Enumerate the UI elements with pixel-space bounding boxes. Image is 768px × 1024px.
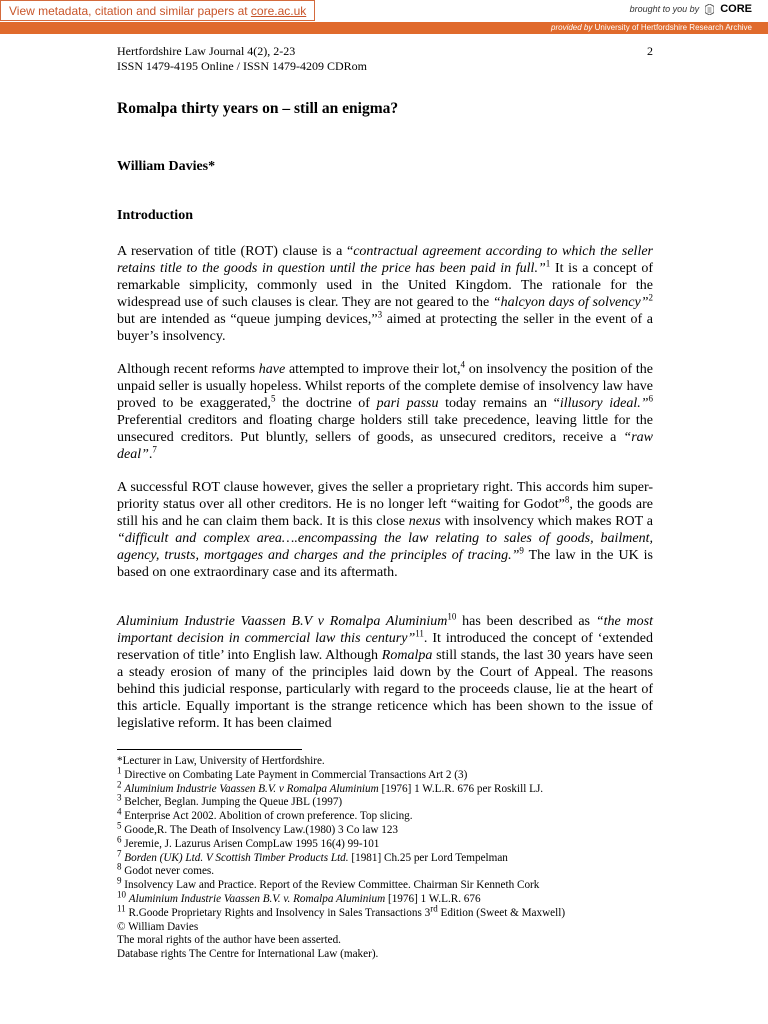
footnote-number: 9	[117, 875, 122, 886]
brought-to-you-label: brought to you by	[629, 4, 700, 14]
footnote-text: Jeremie, J. Lazurus Arisen CompLaw 1995 16(4) 99-101	[124, 837, 380, 850]
emphasis: “the most important decision in commercial law this century”	[117, 614, 653, 646]
footnote-text: R.Goode Proprietary Rights and Insolvency in Sales Transactions 3rd Edition (Sweet & Maxwell)	[128, 903, 566, 919]
footnote-number: 11	[117, 903, 126, 914]
text-run: A reservation of title (ROT) clause is a “	[117, 244, 354, 259]
footnote-text: [1976] 1 W.L.R. 676 per Roskill LJ.	[378, 782, 544, 795]
footnote-item	[117, 765, 677, 783]
provided-by-label: provided by	[551, 23, 593, 32]
footnote-ref: 3	[377, 309, 383, 320]
text-run: on insolvency the position of the unpaid seller is usually hopeless. Whilst reports of the complete demise of insolvency law have proved to be exaggerated,	[117, 362, 653, 411]
footnote-author: *Lecturer in Law, University of Hertfordshire.	[117, 755, 325, 767]
provided-by-text[interactable]	[551, 22, 752, 34]
provided-by-org: University of Hertfordshire Research Archive	[594, 23, 752, 32]
brought-to-you-by[interactable]	[630, 3, 752, 15]
footnote-item	[117, 806, 677, 824]
footnote-ref: 6	[648, 393, 653, 404]
text-run: but are intended as “queue jumping devices,”	[117, 312, 378, 327]
text-run: It is a concept of remarkable simplicity, commonly used in the United Kingdom. The rationale for the widespread use of such clauses is clear. They are not geared to the	[117, 261, 654, 310]
article-author: William Davies*	[117, 159, 216, 174]
text-run: the doctrine of	[275, 396, 377, 411]
emphasis: have	[258, 362, 286, 377]
footnote-item	[117, 875, 677, 893]
footnotes	[117, 755, 677, 962]
footnote-ref: 8	[564, 494, 570, 505]
footnote-ref: 9	[519, 545, 524, 556]
body-paragraph-2	[117, 361, 653, 463]
issn-line: ISSN 1479-4195 Online / ISSN 1479-4209 CDRom	[117, 59, 368, 73]
text-run: still stands, the last 30 years have seen a steady erosion of many of the principles laid down by the Court of Appeal. The reasons behind this judicial response, particularly with regard to the proceeds clause, lie at the heart of this article. Equally important is the strange reticence which has been shown to the issue of legislative reform. It has been claimed	[117, 648, 653, 731]
footnote-text: Enterprise Act 2002. Abolition of crown preference. Top slicing.	[124, 810, 413, 823]
emphasis: illusory ideal.”	[559, 396, 649, 411]
footnote-item	[117, 861, 677, 879]
footnote-number: 6	[117, 834, 122, 845]
footnote-ref: 2	[648, 292, 653, 303]
page-number: 2	[647, 44, 653, 58]
footnote-text: Insolvency Law and Practice. Report of the Review Committee. Chairman Sir Kenneth Cork	[124, 879, 540, 892]
text-run: A successful ROT clause however, gives the seller a proprietary right. This accords him super-priority status over all other creditors. He is no longer left “waiting for Godot”	[117, 480, 653, 512]
emphasis: nexus	[408, 514, 441, 529]
footnote-number: 4	[117, 806, 122, 817]
emphasis: Aluminium Industrie Vaassen B.V v Romalpa Aluminium	[117, 614, 448, 629]
footnote-number: 8	[117, 861, 122, 872]
text-run: The law in the UK is based on one extraordinary case and its aftermath.	[117, 548, 654, 580]
footnote-number: 5	[117, 820, 122, 831]
core-metadata-link[interactable]	[0, 0, 315, 21]
footnote-item	[117, 889, 677, 907]
footnote-ref: 4	[460, 359, 466, 370]
emphasis: contractual agreement according to which the seller retains title to the goods in question until the price has been paid in full.”	[117, 244, 653, 276]
footnote-ref: 7	[152, 444, 157, 455]
section-heading: Introduction	[117, 208, 193, 223]
footnote-text: [1981] Ch.25 per Lord Tempelman	[348, 851, 508, 864]
core-brand: CORE	[720, 3, 752, 15]
footnote-number: 7	[117, 847, 122, 858]
footnote-text: Directive on Combating Late Payment in Commercial Transactions Art 2 (3)	[124, 768, 468, 781]
text-run: .	[148, 447, 153, 462]
footnote-number: 2	[117, 778, 122, 789]
footnote-ref: 1	[545, 258, 551, 269]
text-run: , the goods are still his and he can claim them back. It is this close	[117, 497, 653, 529]
emphasis: “halcyon days of solvency”	[492, 295, 649, 310]
footnote-item	[117, 778, 677, 797]
database-rights-line: Database rights The Centre for International Law (maker).	[117, 948, 379, 961]
body-paragraph-1	[117, 243, 653, 345]
emphasis: “difficult and complex area….encompassing the law relating to sales of goods, bailment, agency, trusts, mortgages and charges and the principles of tracing.”	[117, 531, 653, 563]
footnote-case-name: Borden (UK) Ltd. V Scottish Timber Products Ltd.	[124, 851, 349, 864]
copyright-line: © William Davies	[117, 920, 199, 933]
core-logo-icon	[705, 4, 714, 15]
text-run: has been described as	[456, 614, 596, 629]
footnote-text: Belcher, Beglan. Jumping the Queue JBL (1997)	[124, 796, 343, 809]
text-run: with insolvency which makes ROT a	[440, 514, 653, 529]
core-banner	[0, 0, 768, 23]
footnote-item	[117, 792, 677, 810]
journal-citation: Hertfordshire Law Journal 4(2), 2-23	[117, 44, 296, 58]
core-link-text: core.ac.uk	[250, 4, 307, 18]
article-title: Romalpa thirty years on – still an enigma?	[117, 100, 399, 117]
footnote-text: [1976] 1 W.L.R. 676	[385, 892, 481, 905]
body-paragraph-3	[117, 479, 653, 581]
provided-by-bar	[0, 22, 768, 34]
emphasis: “raw deal”	[117, 430, 653, 462]
footnote-case-name: Aluminium Industrie Vaassen B.V. v Romalpa Aluminium	[124, 782, 379, 795]
footnote-case-name: Aluminium Industrie Vaassen B.V. v. Romalpa Aluminium	[128, 892, 386, 905]
text-run: attempted to improve their lot,	[285, 362, 461, 377]
footnote-divider	[117, 749, 302, 750]
text-run: . It introduced the concept of ‘extended reservation of title’ into English law. Although	[117, 631, 653, 663]
text-run: aimed at protecting the seller in the event of a buyer’s insolvency.	[117, 312, 653, 344]
footnote-item	[117, 820, 677, 838]
core-link-prefix: View metadata, citation and similar papers at	[9, 4, 251, 18]
moral-rights-line: The moral rights of the author have been asserted.	[117, 934, 341, 947]
footnote-item	[117, 834, 677, 852]
footnote-number: 10	[117, 889, 126, 900]
footnote-ref: 5	[270, 393, 276, 404]
footnote-ref: 10	[447, 611, 457, 622]
footnote-ref: 11	[415, 628, 424, 639]
emphasis: Romalpa	[381, 648, 433, 663]
footnote-item	[117, 903, 677, 921]
footnote-number: 3	[117, 792, 122, 803]
footnote-number: 1	[117, 765, 122, 776]
footnote-text: Godot never comes.	[124, 865, 215, 878]
footnote-text: Goode,R. The Death of Insolvency Law.(1980) 3 Co law 123	[124, 823, 399, 836]
text-run: today remains an “	[438, 396, 560, 411]
emphasis: pari passu	[376, 396, 439, 411]
text-run: Although recent reforms	[117, 362, 259, 377]
body-paragraph-4	[117, 613, 653, 732]
footnote-item	[117, 847, 677, 866]
text-run: Preferential creditors and floating charge holders still take precedence, leaving little for the unsecured creditors. Put bluntly, sellers of goods, as unsecured creditors, receive a	[117, 413, 653, 445]
